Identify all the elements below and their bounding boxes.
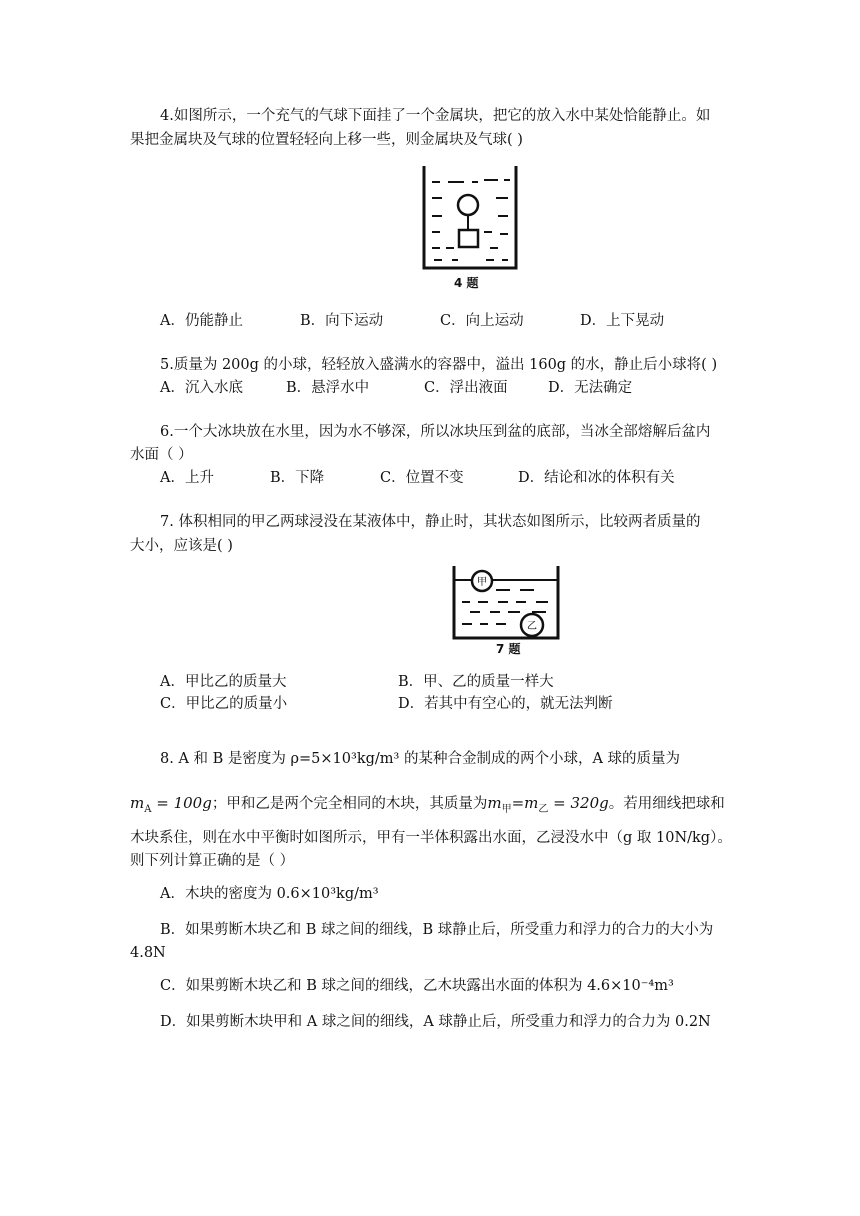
q5-option-a: A．沉入水底 [160,380,243,396]
q8-stem-line1: 8. A 和 B 是密度为 ρ=5×10³kg/m³ 的某种合金制成的两个小球，A 球的质量为 [160,751,681,767]
q8-stem-line4: 则下列计算正确的是（ ） [130,853,295,869]
q4-option-b: B．向下运动 [300,313,384,329]
q7-option-b: B．甲、乙的质量一样大 [398,674,554,690]
q8-stem-line3: 木块系住，则在水中平衡时如图所示，甲有一半体积露出水面，乙浸没水中（g 取 10N/kg）。 [130,830,732,846]
q4-metal-block [459,230,478,247]
q6-option-c: C．位置不变 [380,470,464,486]
q7-option-d: D．若其中有空心的，就无法判断 [398,696,613,712]
q4-option-c: C．向上运动 [440,313,524,329]
q8-option-b-line2: 4.8N [130,945,166,961]
q6-option-b: B．下降 [270,470,325,486]
q4-stem-line1: 4.如图所示，一个充气的气球下面挂了一个金属块，把它的放入水中某处恰能静止。如 [160,108,711,124]
q7-ball-jia-label: 甲 [477,577,487,588]
q7-option-a: A．甲比乙的质量大 [160,674,287,690]
q8-option-a: A．木块的密度为 0.6×10³kg/m³ [160,886,379,902]
q8-option-b-line1: B．如果剪断木块乙和 B 球之间的细线，B 球静止后，所受重力和浮力的合力的大小为 [160,922,714,938]
q8-stem-line2-middle: ；甲和乙是两个完全相同的木块，其质量为 [211,796,488,812]
q4-figure [416,160,524,292]
q6-stem-line1: 6.一个大冰块放在水里，因为水不够深，所以冰块压到盆的底部，当冰全部熔解后盆内 [160,424,711,440]
q7-figure [448,562,564,660]
q4-option-d: D．上下晃动 [580,313,665,329]
q8-option-c: C．如果剪断木块乙和 B 球之间的细线，乙木块露出水面的体积为 4.6×10⁻⁴m³ [160,978,674,994]
q7-option-c: C．甲比乙的质量小 [160,696,288,712]
q7-stem-line2: 大小，应该是( ) [130,538,233,554]
q4-stem-line2: 果把金属块及气球的位置轻轻向上移一些，则金属块及气球( ) [130,132,523,148]
q8-mass-wood-formula: $m_甲=m_乙 = 320g$ [487,794,609,815]
q8-stem-line2-end: 。若用细线把球和 [608,796,725,812]
q5-stem: 5.质量为 200g 的小球，轻轻放入盛满水的容器中，溢出 160g 的水，静止后小球将( ) [160,357,718,373]
q8-mass-a-formula: $m_A = 100g$ [130,794,212,815]
q6-option-a: A．上升 [160,470,214,486]
q5-option-c: C．浮出液面 [424,380,508,396]
q7-figure-caption: 7 题 [496,642,521,656]
q4-option-a: A．仍能静止 [160,313,243,329]
q5-option-d: D．无法确定 [548,380,633,396]
q6-stem-line2: 水面（ ） [130,447,193,463]
q4-figure-caption: 4 题 [454,276,479,290]
q5-option-b: B．悬浮水中 [286,380,370,396]
q7-stem-line1: 7. 体积相同的甲乙两球浸没在某液体中，静止时，其状态如图所示，比较两者质量的 [160,514,701,530]
q8-stem-line2 [130,791,725,822]
q4-balloon [458,195,478,215]
q7-ball-yi-label: 乙 [527,621,537,632]
q8-option-d: D．如果剪断木块甲和 A 球之间的细线，A 球静止后，所受重力和浮力的合力为 0.2N [160,1014,711,1030]
q6-option-d: D．结论和冰的体积有关 [518,470,675,486]
